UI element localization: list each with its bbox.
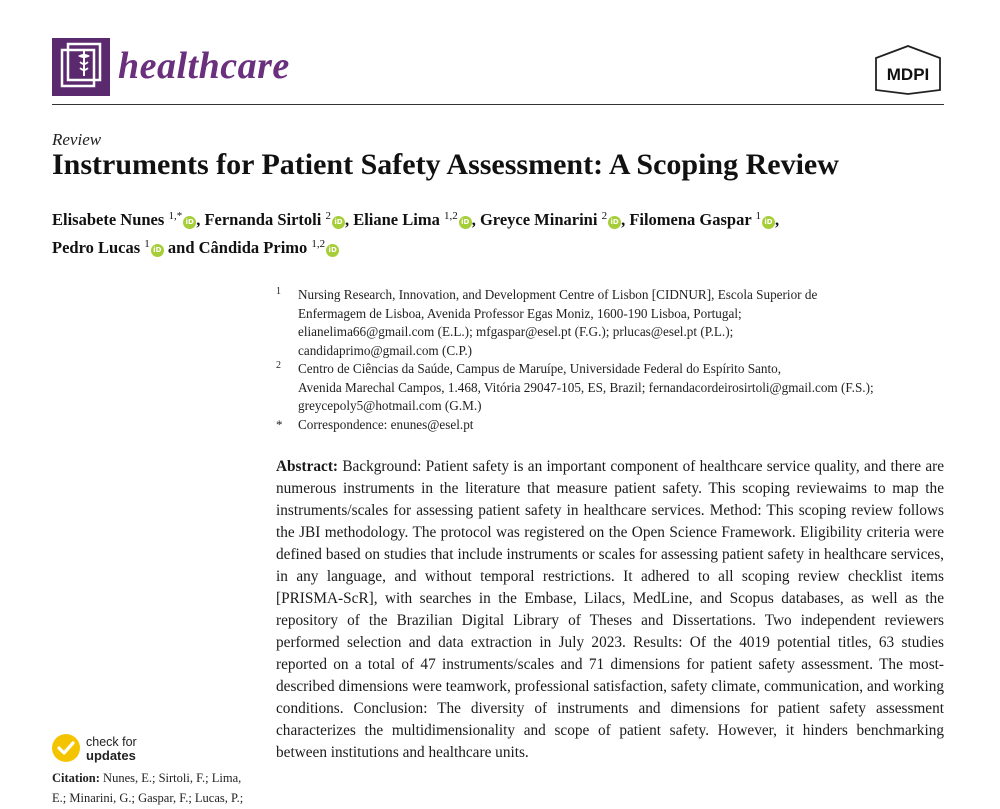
author-name[interactable]: Cândida Primo <box>198 238 308 257</box>
check-updates-line2: updates <box>86 748 136 763</box>
affiliation-number: 2 <box>276 360 281 371</box>
affiliation-line: Nursing Research, Innovation, and Development Centre of Lisbon [CIDNUR], Escola Superior de <box>298 287 818 302</box>
affiliation-number: * <box>276 416 283 432</box>
affiliation-1 <box>276 286 946 360</box>
author-affil-sup: 1 <box>144 238 150 250</box>
journal-header <box>52 38 944 104</box>
author-name[interactable]: Elisabete Nunes <box>52 210 165 229</box>
citation <box>52 768 252 808</box>
author-name[interactable]: Eliane Lima <box>353 210 440 229</box>
author-affil-sup: 1,2 <box>311 238 326 250</box>
author-name[interactable]: Pedro Lucas <box>52 238 141 257</box>
affiliations <box>276 286 946 434</box>
author-affil-sup: 2 <box>325 210 331 222</box>
check-updates-icon <box>52 734 80 762</box>
abstract-label: Abstract: <box>276 458 339 475</box>
affiliation-line: candidaprimo@gmail.com (C.P.) <box>298 342 473 358</box>
affiliation-2 <box>276 360 946 416</box>
author-affil-sup: 1,2 <box>443 210 458 222</box>
header-divider <box>52 104 944 105</box>
article-title: Instruments for Patient Safety Assessment: A Scoping Review <box>52 148 839 181</box>
correspondence <box>276 416 946 435</box>
orcid-icon[interactable]: iD <box>608 216 621 229</box>
affiliation-line: elianelima66@gmail.com (E.L.); mfgaspar@esel.pt (F.G.); prlucas@esel.pt (P.L.); <box>298 324 734 339</box>
check-updates-line1: check for <box>86 735 137 749</box>
author-affil-sup: 2 <box>601 210 608 222</box>
citation-label: Citation: <box>52 771 100 785</box>
author-name[interactable]: Fernanda Sirtoli <box>204 210 322 229</box>
orcid-icon[interactable]: iD <box>326 244 339 257</box>
author-list: Elisabete Nunes $^{1,*}$ iD , Fernanda Sirtoli $^2$ iD , Eliane Lima $^{1,2}$ iD , Greyce Minarini $^2$ iD , Filomena Gaspar $^1$ iD , Pedro Lucas $^1$ iD and Cândida Primo $^{1,2}$ iD <box>52 210 780 257</box>
orcid-icon[interactable]: iD <box>332 216 345 229</box>
author-name[interactable]: Greyce Minarini <box>479 210 598 229</box>
abstract <box>276 456 944 764</box>
orcid-icon[interactable]: iD <box>762 216 775 229</box>
affiliation-line: greycepoly5@hotmail.com (G.M.) <box>298 398 482 413</box>
author-affil-sup: 1,* <box>168 210 183 222</box>
author-name[interactable]: Filomena Gaspar <box>629 210 752 229</box>
article-type: Review <box>52 130 102 149</box>
correspondence-line[interactable]: Correspondence: enunes@esel.pt <box>298 416 474 432</box>
affiliation-line: Avenida Marechal Campos, 1.468, Vitória 29047-105, ES, Brazil; fernandacordeirosirtoli@gmail.com (F.S.); <box>298 379 874 395</box>
check-for-updates-button[interactable] <box>52 734 162 766</box>
affiliation-number: 1 <box>276 286 281 297</box>
publisher-logo[interactable] <box>872 44 944 96</box>
affiliation-line: Centro de Ciências da Saúde, Campus de Maruípe, Universidade Federal do Espírito Santo, <box>298 361 782 376</box>
author-conjunction: and <box>167 238 195 257</box>
orcid-icon[interactable]: iD <box>183 216 196 229</box>
journal-name[interactable]: healthcare <box>118 45 290 87</box>
orcid-icon[interactable]: iD <box>151 244 164 257</box>
abstract-text: Background: Patient safety is an important component of healthcare service quality, and there are numerous instruments in the literature that measure patient safety. This scoping reviewaims to map the instruments/scales for assessing patient safety in healthcare services. Method: This scoping review follows the JBI methodology. The protocol was registered on the Open Science Framework. Eligibility criteria were defined based on studies that include instruments or scales for assessing patient safety in healthcare services, in any language, and without temporal restrictions. It adhered to all scoping review checklist items [PRISMA-ScR], with searches in the Embase, Lilacs, MedLine, and Scopus databases, as well as the repository of the Brazilian Digital Library of Theses and Dissertations. Two independent reviewers performed selection and data extraction in July 2023. Results: Of the 4019 potential titles, 63 studies reported on a total of 47 instruments/scales and 71 dimensions for patient safety assessment. The most-described dimensions were teamwork, professional satisfaction, safety climate, communication, and working conditions. Conclusion: The diversity of instruments and dimensions for patient safety assessment characterizes the multidimensionality and scope of patient safety. However, it hinders benchmarking between institutions and healthcare units. <box>276 458 944 761</box>
author-affil-sup: 1 <box>755 210 762 222</box>
publisher-name: MDPI <box>886 65 930 84</box>
orcid-icon[interactable]: iD <box>459 216 472 229</box>
journal-logo-icon <box>52 38 110 96</box>
citation-text: Nunes, E.; Sirtoli, F.; Lima, E.; Minarini, G.; Gaspar, F.; Lucas, P.; <box>52 771 244 805</box>
affiliation-line: Enfermagem de Lisboa, Avenida Professor Egas Moniz, 1600-190 Lisboa, Portugal; <box>298 305 742 321</box>
